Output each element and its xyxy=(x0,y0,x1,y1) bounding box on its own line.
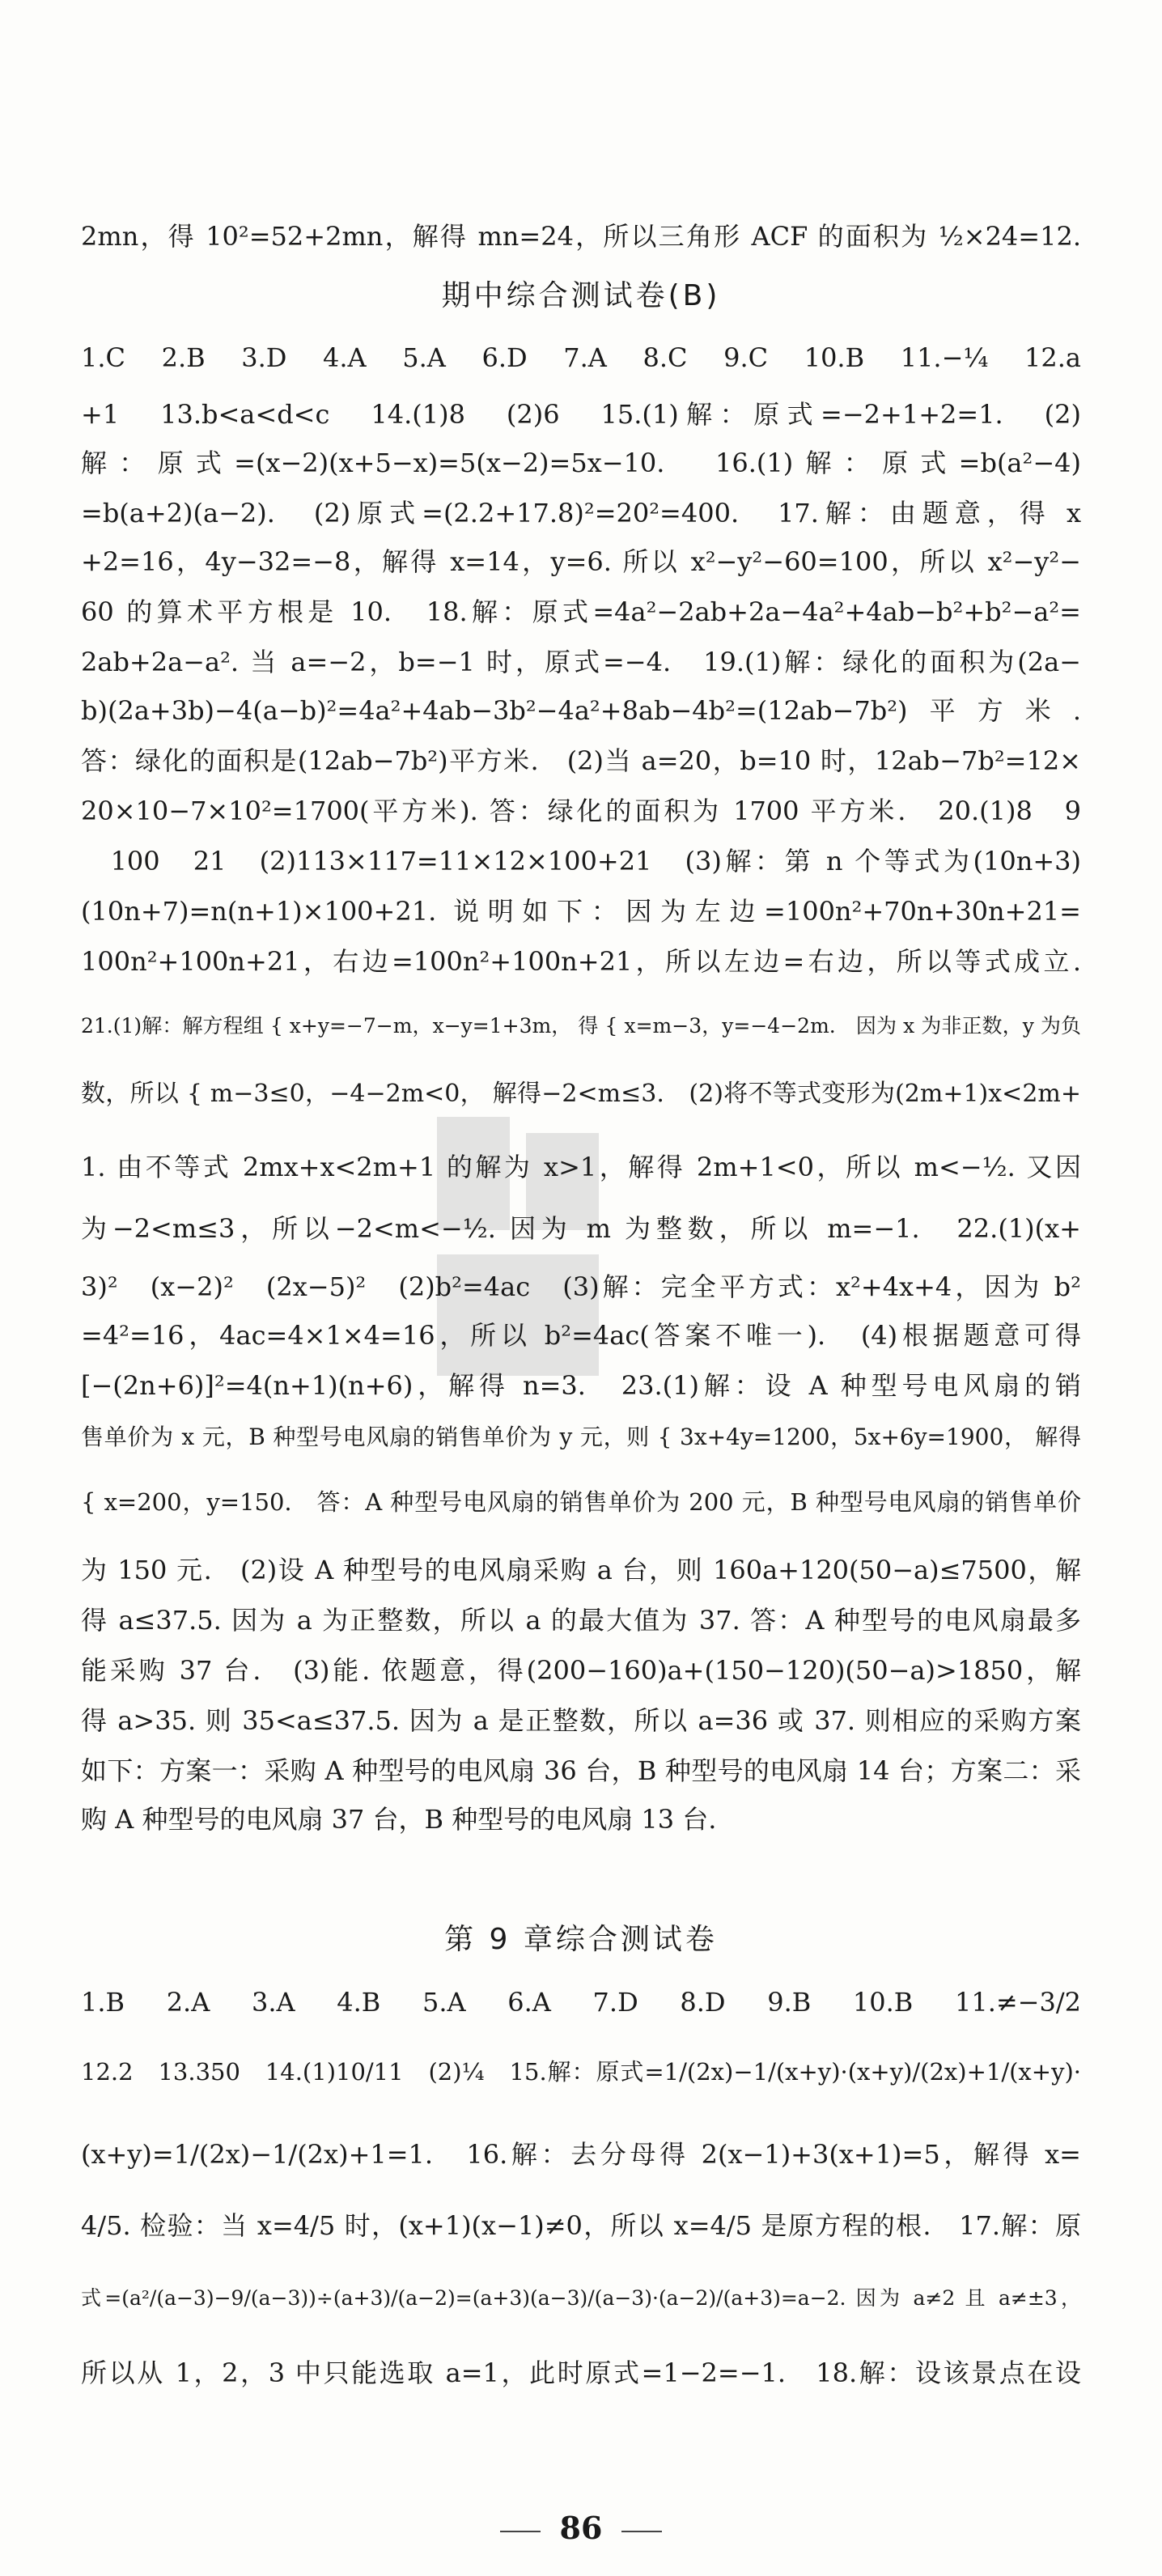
text-line: 2ab+2a−a². 当 a=−2，b=−1 时，原式=−4. 19.(1)解：绿化的面积为(2a− xyxy=(81,647,1081,677)
text-line: 1.C 2.B 3.D 4.A 5.A 6.D 7.A 8.C 9.C 10.B 11.−¼ 12.a xyxy=(81,342,1081,373)
text-line: { x=200，y=150. 答：A 种型号电风扇的销售单价为 200 元，B 种型号电风扇的销售单价 xyxy=(81,1488,1081,1516)
text-line: +1 13.b<a<d<c 14.(1)8 (2)6 15.(1)解：原式=−2+1+2=1. (2) xyxy=(81,399,1081,430)
text-line: 售单价为 x 元，B 种型号电风扇的销售单价为 y 元，则 { 3x+4y=1200，5x+6y=1900， 解得 xyxy=(81,1424,1081,1450)
text-line: 式=(a²/(a−3)−9/(a−3))÷(a+3)/(a−2)=(a+3)(a−3)/(a−3)·(a−2)/(a+3)=a−2. 因为 a≠2 且 a≠±3， xyxy=(81,2286,1081,2310)
text-line: 数，所以 { m−3≤0，−4−2m<0， 解得−2<m≤3. (2)将不等式变形为(2m+1)x<2m+ xyxy=(81,1080,1081,1108)
text-line: 2mn，得 10²=52+2mn，解得 mn=24，所以三角形 ACF 的面积为 ½×24=12. xyxy=(81,221,1081,252)
section-heading-chapter-9: 第 9 章综合测试卷 xyxy=(444,1923,718,1956)
text-line: (10n+7)=n(n+1)×100+21. 说明如下：因为左边=100n²+70n+30n+21= xyxy=(81,896,1081,927)
text-line: 如下：方案一：采购 A 种型号的电风扇 36 台，B 种型号的电风扇 14 台；方案二：采 xyxy=(81,1755,1081,1786)
text-line: 解：原式=(x−2)(x+5−x)=5(x−2)=5x−10. 16.(1)解：原式=b(a²−4) xyxy=(81,448,1081,478)
text-line: =4²=16，4ac=4×1×4=16，所以 b²=4ac(答案不唯一). (4)根据题意可得 xyxy=(81,1320,1081,1351)
text-line: 100 21 (2)113×117=11×12×100+21 (3)解：第 n 个等式为(10n+3) xyxy=(81,846,1081,876)
text-line: [−(2n+6)]²=4(n+1)(n+6)，解得 n=3. 23.(1)解：设 A 种型号电风扇的销 xyxy=(81,1370,1081,1401)
section-heading-midterm-b: 期中综合测试卷(B) xyxy=(441,279,721,312)
text-line: +2=16，4y−32=−8，解得 x=14，y=6. 所以 x²−y²−60=100，所以 x²−y²− xyxy=(81,546,1081,577)
text-line: 100n²+100n+21，右边=100n²+100n+21，所以左边=右边，所以等式成立. xyxy=(81,946,1081,977)
text-line: 为 150 元. (2)设 A 种型号的电风扇采购 a 台，则 160a+120(50−a)≤7500，解 xyxy=(81,1555,1081,1585)
text-line: 得 a>35. 则 35<a≤37.5. 因为 a 是正整数，所以 a=36 或 37. 则相应的采购方案 xyxy=(81,1705,1081,1736)
text-line: 1. 由不等式 2mx+x<2m+1 的解为 x>1，解得 2m+1<0，所以 m<−½. 又因 xyxy=(81,1152,1081,1182)
text-line: 购 A 种型号的电风扇 37 台，B 种型号的电风扇 13 台. xyxy=(81,1804,717,1835)
text-line: b)(2a+3b)−4(a−b)²=4a²+4ab−3b²−4a²+8ab−4b²=(12ab−7b²)平方米. xyxy=(81,695,1081,726)
text-line: 得 a≤37.5. 因为 a 为正整数，所以 a 的最大值为 37. 答：A 种型号的电风扇最多 xyxy=(81,1605,1081,1636)
text-line: 1.B 2.A 3.A 4.B 5.A 6.A 7.D 8.D 9.B 10.B 11.≠−3/2 xyxy=(81,1987,1081,2018)
text-line: 20×10−7×10²=1700(平方米). 答：绿化的面积为 1700 平方米. 20.(1)8 9 xyxy=(81,796,1081,826)
page-number-value: 86 xyxy=(559,2510,603,2546)
text-line: 所以从 1，2，3 中只能选取 a=1，此时原式=1−2=−1. 18.解：设该景点在设 xyxy=(81,2357,1081,2388)
text-line: 能采购 37 台. (3)能. 依题意，得(200−160)a+(150−120)(50−a)>1850，解 xyxy=(81,1655,1081,1686)
text-line: (x+y)=1/(2x)−1/(2x)+1=1. 16.解：去分母得 2(x−1)+3(x+1)=5，解得 x= xyxy=(81,2139,1081,2170)
text-line: 答：绿化的面积是(12ab−7b²)平方米. (2)当 a=20，b=10 时，12ab−7b²=12× xyxy=(81,745,1081,776)
page-number-left-dash xyxy=(500,2531,541,2532)
text-line: 60 的算术平方根是 10. 18.解：原式=4a²−2ab+2a−4a²+4ab−b²+b²−a²= xyxy=(81,596,1081,627)
text-line: 21.(1)解：解方程组 { x+y=−7−m，x−y=1+3m， 得 { x=m−3，y=−4−2m. 因为 x 为非正数，y 为负 xyxy=(81,1014,1081,1038)
text-line: 12.2 13.350 14.(1)10/11 (2)¼ 15.解：原式=1/(2x)−1/(x+y)·(x+y)/(2x)+1/(x+y)· xyxy=(81,2058,1081,2086)
text-line: =b(a+2)(a−2). (2)原式=(2.2+17.8)²=20²=400. 17.解：由题意，得 x xyxy=(81,498,1081,528)
page-number xyxy=(0,2509,1162,2548)
text-line: 4/5. 检验：当 x=4/5 时，(x+1)(x−1)≠0，所以 x=4/5 是原方程的根. 17.解：原 xyxy=(81,2210,1081,2241)
text-line: 为−2<m≤3，所以−2<m<−½. 因为 m 为整数，所以 m=−1. 22.(1)(x+ xyxy=(81,1213,1081,1244)
page-number-right-dash xyxy=(621,2531,662,2532)
text-line: 3)² (x−2)² (2x−5)² (2)b²=4ac (3)解：完全平方式：x²+4x+4，因为 b² xyxy=(81,1271,1081,1302)
